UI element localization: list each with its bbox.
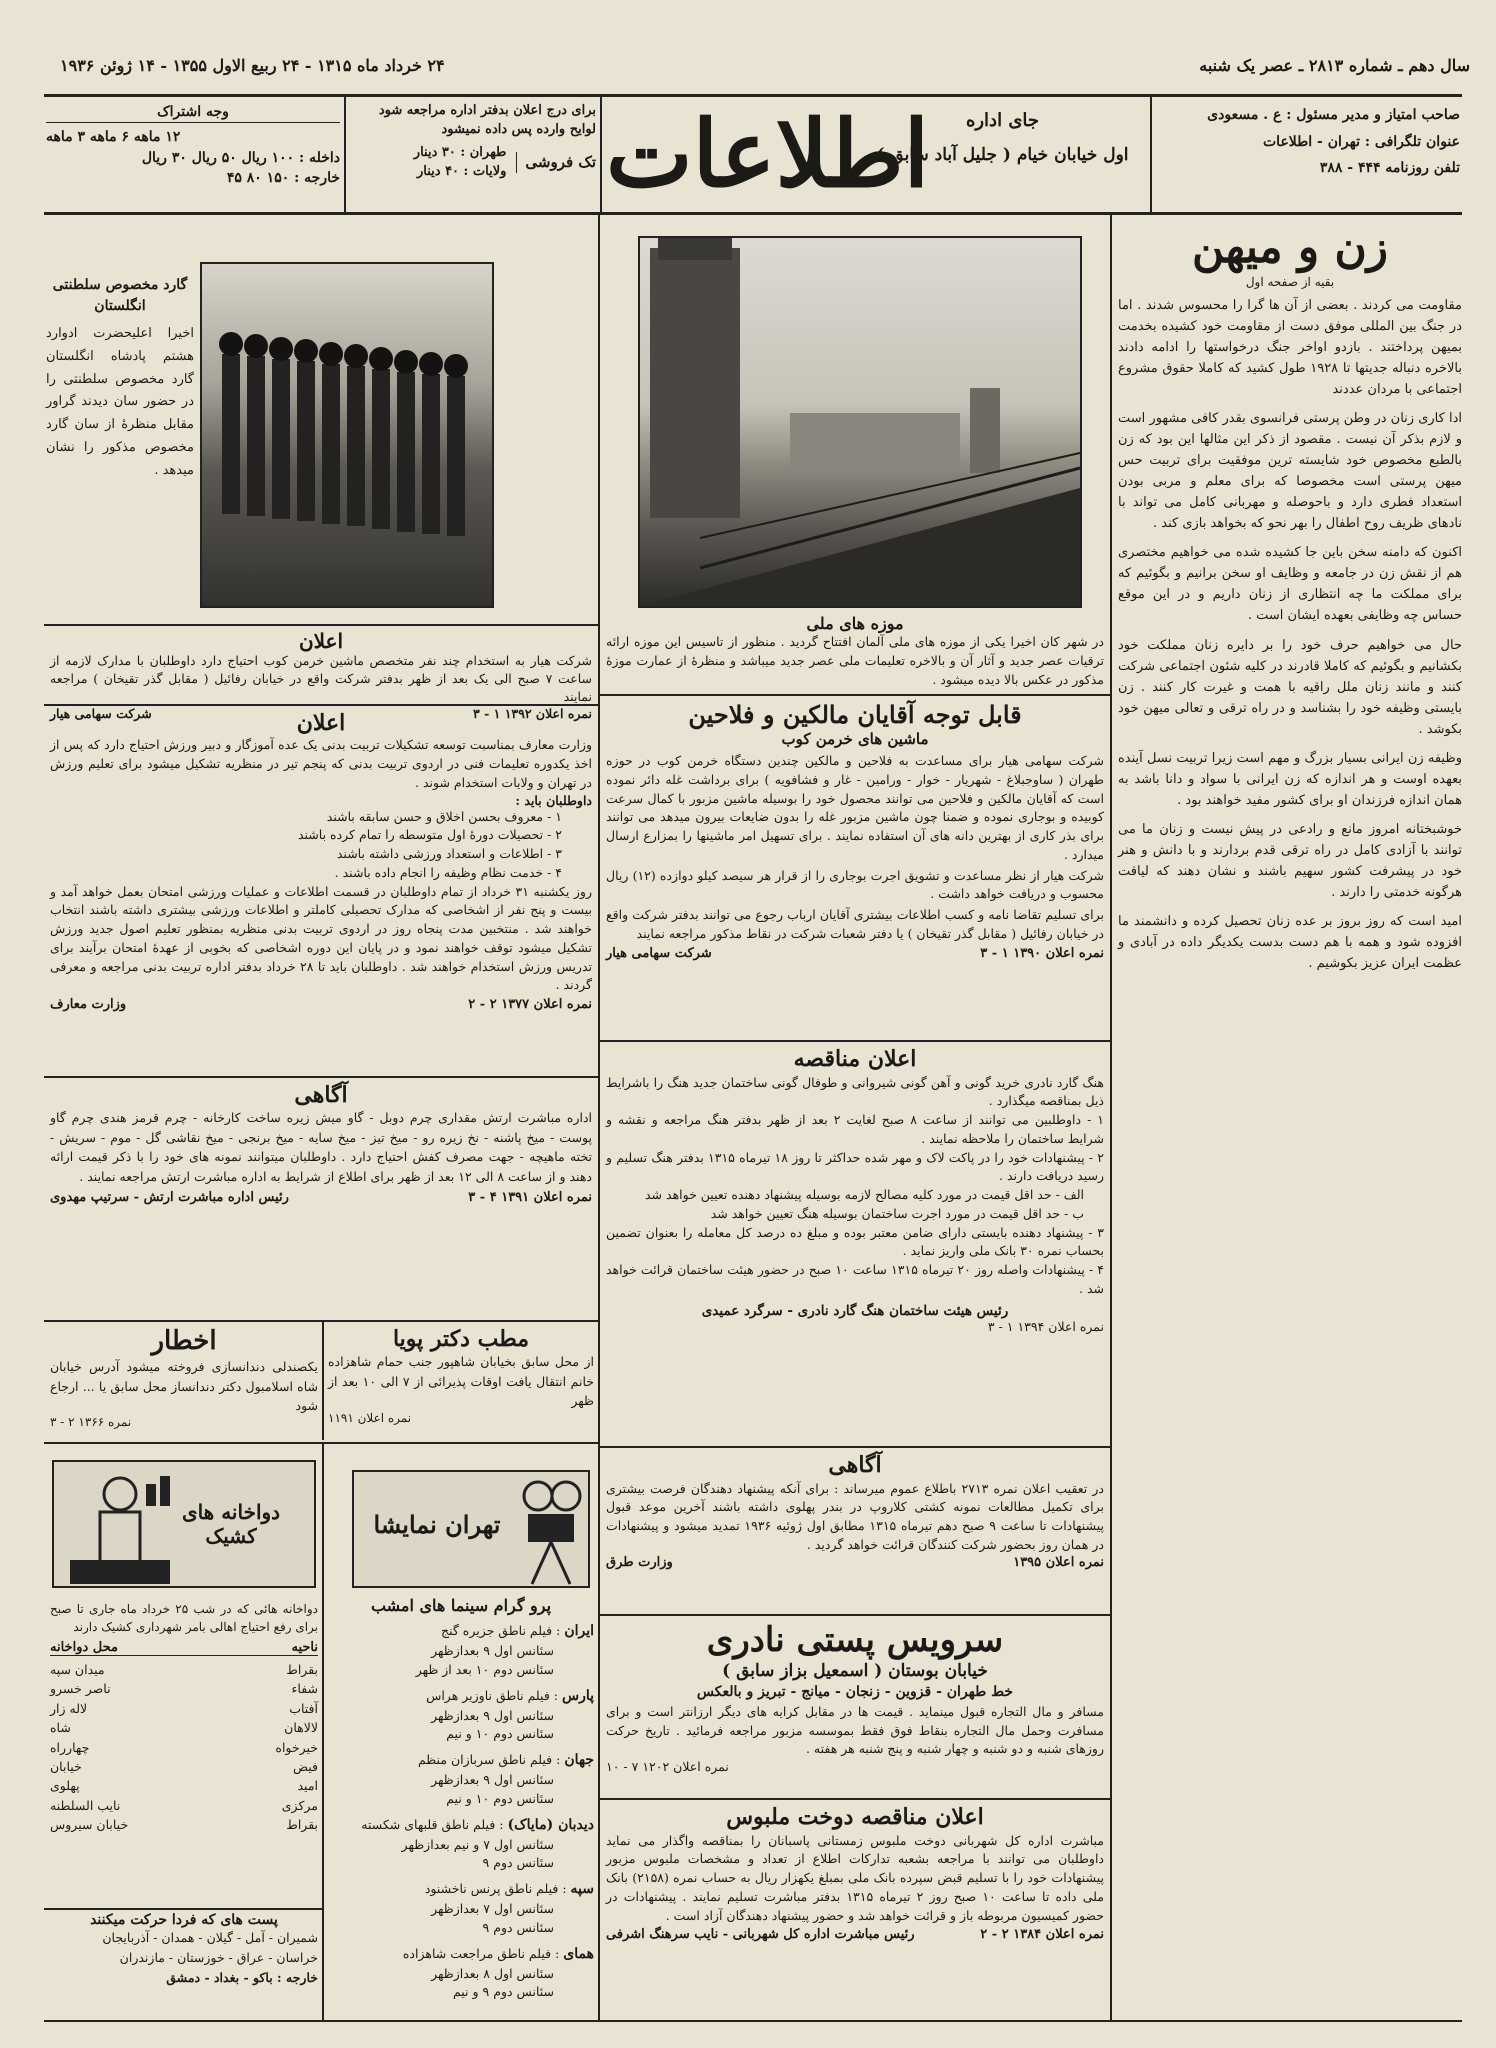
price-box: برای درج اعلان بدفتر اداره مراجعه شود لوایح وارده پس داده نمیشود تک فروشی طهران : ۳۰ دینار ولایات : ۴۰ دینار: [350, 102, 596, 208]
rule-left-split: [322, 1322, 324, 1440]
ad-title: اعلان مناقصه: [793, 1046, 917, 1072]
cinema-banner-text: تهران نمایشا: [373, 1510, 501, 1539]
masthead-divider-1: [344, 97, 346, 212]
ad-number: نمره اعلان ۱۳۹۴ ۱ - ۳: [987, 1318, 1104, 1334]
cinema-name: سپه: [570, 1881, 594, 1897]
ad-text: از محل سابق بخیابان شاهپور جنب حمام شاهزاده خانم انتقال یافت اوقات پذیرائی از ۷ الی ۱۰ بعد از ظهر: [328, 1354, 594, 1409]
list-item: ۳ - پیشنهاد دهنده بایستی دارای ضامن معتبر بوده و مبلغ ده درصد کل معامله را بعنوان تضمین بحساب نمره ۳۰ بانک ملی واریز نماید .: [606, 1224, 1104, 1259]
rule-left-4: [44, 1320, 598, 1322]
cinema-item: [328, 1879, 594, 1938]
ad-doctor: [328, 1326, 594, 1438]
cinema-show: سئانس اول ۷ بعدازظهر: [431, 1901, 554, 1916]
pharmacy-area: خیابان: [50, 1758, 82, 1774]
ad-army-notice: [50, 1082, 592, 1314]
pharmacy-name: لالاهان: [284, 1720, 318, 1736]
guard-photo: [200, 262, 494, 608]
list-item: ۱ - معروف بحسن اخلاق و حسن سابقه باشند: [326, 808, 562, 824]
guard-text: اخیرا اعلیحضرت ادوارد هشتم پادشاه انگلستان گارد مخصوص سلطنتی را در حضور سان دیدند گراور مقابل منظرۀ از سان گارد مخصوص مذکور را نشان میدهد .: [46, 326, 194, 478]
pharmacy-row: [50, 1757, 318, 1776]
post-schedule: [50, 1912, 318, 2016]
museum-caption-title: موزه های ملی: [806, 614, 904, 633]
ad-contact: برای تسلیم تقاضا نامه و کسب اطلاعات بیشتری آقایان ارباب رجوع می توانند بدفتر شرکت واقع در خیابان رفائیل ( مقابل گذر تقیخان ) یا دفتر شعبات شرکت در نقاط مذکور مراجعه نمایند: [606, 907, 1104, 941]
ad-subtitle: ماشین های خرمن کوب: [781, 730, 929, 748]
pharmacy-header: [50, 1640, 318, 1656]
price-prov: ۴۰ دینار: [416, 163, 460, 179]
ad-title: اعلان: [296, 710, 346, 736]
rule-left-1: [44, 624, 598, 626]
date-line: [60, 56, 620, 82]
pharmacy-intro: دواخانه هائی که در شب ۲۵ خرداد ماه جاری تا صبح برای رفع احتیاج اهالی بامر شهرداری کشیک دارند: [50, 1602, 318, 1634]
ad-farmers: [606, 700, 1104, 1034]
women-paragraph: خوشبختانه امروز مانع و رادعی در پیش نیست و زنان ما می توانند با آزادی کامل در راه ترقی قدم بردارند و با دانش و هنر خود در پیشرفت کشور سهیم باشند و نشان دهند که لیاقت هرگونه خدمتی را دارند .: [1118, 821, 1462, 901]
rule-left-5: [44, 1442, 598, 1444]
rule-bottom-split: [322, 1444, 324, 2020]
issue-line: [1000, 56, 1470, 82]
cinema-item: [328, 1686, 594, 1745]
rule-left-2: [44, 704, 598, 706]
ad-footer: [606, 1555, 1104, 1570]
ad-conditions-label: داوطلبان باید :: [515, 792, 592, 808]
cinema-film: فیلم ناطق ناوزیر هراس: [426, 1687, 550, 1703]
ad-line: خط طهران - قزوین - زنجان - میانج - تبریز و بالعکس: [696, 1683, 1014, 1700]
column-rule-middle: [598, 215, 600, 2020]
list-item: الف - حد اقل قیمت در مورد کلیه مصالح لازمه بوسیله پیشنهاد دهنده تعیین خواهد شد: [645, 1187, 1084, 1202]
pharmacy-name: بقراط: [286, 1662, 318, 1677]
pharmacy-row: [50, 1738, 318, 1757]
post-title: پست های که فردا حرکت میکنند: [90, 1912, 278, 1928]
guard-caption: [46, 275, 194, 595]
ad-text: شرکت هیار به استخدام چند نفر متخصص ماشین خرمن کوب احتیاج دارد داوطلبان با مدارک لازمه از ساعت ۷ صبح الی یک بعد از ظهر بدفتر شرکت واقع در خیابان رفائیل ( مقابل گذر تقیخان ) مراجعه نمایند: [50, 653, 592, 705]
ad-signature: رئیس اداره مباشرت ارتش - سرتیپ مهدوی: [50, 1189, 289, 1205]
list-item: ۱ - داوطلبین می توانند از ساعت ۸ صبح لغایت ۲ بعد از ظهر بدفتر هنگ مراجعه و نقشه و شرایط ساختمان را ملاحظه نمایند .: [606, 1112, 1105, 1146]
cinema-film: فیلم ناطق جزیره گنج: [441, 1623, 553, 1638]
cinema-item-head: [328, 1621, 594, 1642]
pharmacy-row: [50, 1776, 318, 1795]
ad-intro: وزارت معارف بمناسبت توسعه تشکیلات تربیت بدنی یک عده آموزگار و دبیر ورزش احتیاج دارد که پس از اخذ یکدوره تعلیمات فنی در اردوی تربیت بدنی که پنجم تیر در منظریه تشکیل میشود برای تعلیم ورزش در تهران و ولایات استخدام شوند .: [50, 737, 592, 790]
masthead-owner-box: [1156, 102, 1460, 208]
ad-intro: هنگ گارد نادری خرید گونی و آهن گونی شیروانی و طوفال گونی ساختمان جدید هنگ را باشرایط ذیل بمناقصه میگذارد .: [606, 1074, 1104, 1109]
list-item: ۴ - پیشنهادات واصله روز ۲۰ تیرماه ۱۳۱۵ ساعت ۱۰ صبح در حضور هیئت ساختمان قرائت خواهد شد .: [606, 1262, 1105, 1296]
cinema-program: [328, 1596, 594, 2016]
ad-title: قابل توجه آقایان مالکین و فلاحین: [688, 700, 1022, 729]
rule-mid-3: [600, 1446, 1110, 1448]
office-box: [860, 110, 1145, 206]
women-title: زن و میهن: [1191, 222, 1389, 273]
pharmacy-area: شاه: [50, 1720, 71, 1736]
guard-illustration: [202, 264, 492, 606]
pharmacy-area: نایب السلطنه: [50, 1797, 121, 1813]
cinema-item-head: [328, 1815, 594, 1836]
telegraph-line: عنوان تلگرافی : تهران - اطلاعات: [1263, 133, 1460, 150]
ad-title: اعلان: [298, 629, 344, 653]
newspaper-title: اطلاعات: [606, 100, 930, 208]
pharmacy-row: [50, 1796, 318, 1815]
price-tehran-label: طهران: [469, 144, 507, 160]
ad-text: یکصندلی دندانسازی فروخته میشود آدرس خیابان شاه اسلامبول دکتر دندانساز محل سابق یا ... ارجاع شود: [50, 1359, 318, 1413]
ad-signature: شرکت سهامی هیار: [50, 706, 152, 722]
ad-roads-notice: [606, 1452, 1104, 1610]
ad-title: اخطار: [151, 1326, 217, 1356]
women-paragraph: اکنون که دامنه سخن باین جا کشیده شده می خواهیم مختصری هم از نقش زن در جامعه و وظایف او سخن برانیم و بگوئیم که برای مملکت ما چه انتظاری از زنان داریم و در این موقع حساس چه وظایفی بعهده ایشان است .: [1118, 545, 1462, 624]
pharmacy-row: [50, 1718, 318, 1737]
women-paragraph: وظیفه زن ایرانی بسیار بزرگ و مهم است زیرا تربیت نسل آینده بعهده اوست و هر اندازه که زن ایرانی با سواد و دانا باشد به همان اندازه فرزندان او برای کشور مفید خواهند بود .: [1118, 750, 1462, 808]
ad-postal-service: [606, 1620, 1104, 1794]
women-paragraph: حال می خواهیم حرف خود را بر دایره زنان مملکت خود بکشانیم و بگوئیم که کاملا قادرند در کلیه شئون اجتماعی شرکت کنند و مانند زنان ملل راقیه با همت و غیرت کار کنند . زن بایستی وظیفه خود را بشناسد و در راه ترقی و تعالی میهن خود بکوشد .: [1118, 637, 1462, 737]
pharmacy-name: فیض: [292, 1758, 318, 1774]
cinema-show: سئانس دوم ۱۰ و نیم: [446, 1790, 554, 1806]
list-item: ۲ - پیشنهادات خود را در پاکت لاک و مهر شده حداکثر تا روز ۱۸ تیرماه ۱۳۱۵ بدفتر هنگ تسلیم و رسید دریافت دارند .: [606, 1149, 1104, 1184]
pharmacy-header-name: ناحیه: [291, 1640, 318, 1655]
pharmacy-area: خیابان سیروس: [50, 1817, 129, 1832]
pharmacy-row: [50, 1660, 318, 1679]
rule-mid-1: [600, 694, 1110, 696]
cinema-film: فیلم ناطق قلبهای شکسته: [361, 1816, 496, 1832]
cinema-separator: :: [495, 1816, 508, 1832]
ad-items: [606, 1111, 1104, 1299]
ads-note-2: لوایح وارده پس داده نمیشود: [441, 121, 596, 137]
price-prov-label: ولایات: [472, 163, 507, 179]
ad-body: روز یکشنبه ۳۱ خرداد از تمام داوطلبان در قسمت اطلاعات و عملیات ورزشی امتحان بعمل خواهد آمد و بیست و پنج نفر از اشخاصی که مدارک تحصیلی کاملتر و اطلاعات ورزشی بیشتری داشته باشند انتخاب خواهند شد . منتخبین مدت پنجاه روز در اردوی تربیت بدنی منظریه بمنظور تعلیم اصول جدید ورزش تشکیل میشود توقف خواهند نمود و در پایان این دوره اشخاصی که بخوبی از عهدۀ امتحان برآیند برای تدریس ورزش استخدام خواهند شد . داوطلبان باید تا ۲۸ خرداد بدفتر اداره تربیت بدنی مراجعه و معرفی گردند .: [50, 883, 592, 993]
pharmacy-banner-text: دواخانه های کشیک: [181, 1500, 281, 1548]
phone-line: تلفن روزنامه ۴۴۴ - ۳۸۸: [1319, 160, 1460, 177]
ad-footer: [50, 1190, 592, 1205]
subs-inside: ۱۰۰ ریال ۵۰ ریال ۳۰ ریال: [141, 149, 295, 166]
cinema-separator: :: [552, 1752, 565, 1767]
ad-title: اعلان مناقصه دوخت ملبوس: [726, 1804, 984, 1830]
ad-text: در تعقیب اعلان نمره ۲۷۱۳ باطلاع عموم میرساند : برای آنکه پیشنهاد دهندگان فرصت بیشتری برای تکمیل مطالعات نمونه کشتی کلاروپ در بندر پهلوی داشته باشند آخرین موعد قبول پیشنهادات تا ساعت ۹ صبح دهم تیرماه ۱۳۱۵ مطابق اول ژوئیه ۱۹۳۶ تمدید میشود و پیشنهادات در همان روز بحضور شرکت کنندگان قرائت خواهد گردید .: [606, 1480, 1104, 1552]
cinema-title: پرو گرام سینما های امشب: [370, 1596, 552, 1615]
pharmacy-row: [50, 1679, 318, 1698]
owner-line: صاحب امتیاز و مدیر مسئول : ع . مسعودی: [1207, 107, 1460, 123]
cinema-separator: :: [558, 1881, 571, 1896]
rule-left-3: [44, 1076, 598, 1078]
column-rule-right: [1110, 215, 1112, 2020]
cinema-show: سئانس دوم ۹ و نیم: [452, 1984, 554, 2000]
ad-signature: وزارت معارف: [50, 997, 127, 1013]
single-copy-label: تک فروشی: [516, 152, 596, 174]
ad-number: نمره اعلان ۱۳۷۷ ۲ - ۲: [468, 997, 592, 1013]
ad-note: شرکت هیار از نظر مساعدت و تشویق اجرت بوجاری را از قرار هر سیصد کیلو دوازده (۱۲) ریال محسوب و دریافت خواهد داشت .: [606, 867, 1104, 902]
women-paragraph: امید است که روز بروز بر عده زنان تحصیل کرده و دانشمند ما افزوده شود و همه با هم دست بدست یکدیگر داده در آبادی و عظمت ایران عزیز بکوشیم .: [1118, 914, 1462, 972]
list-item: ۲ - تحصیلات دورۀ اول متوسطه را تمام کرده باشند: [297, 827, 562, 843]
cinema-film: فیلم ناطق پرنس ناخشنود: [424, 1881, 559, 1896]
pharmacy-area: ناصر خسرو: [50, 1681, 111, 1697]
masthead-rule-bottom: [44, 212, 1462, 215]
cinema-show: سئانس اول ۷ و نیم بعدازظهر: [401, 1836, 554, 1852]
ad-number: نمره اعلان ۱۲۰۲ ۷ - ۱۰: [606, 1759, 729, 1775]
pharmacy-header-area: محل دواخانه: [50, 1640, 118, 1655]
ad-warning: [50, 1326, 318, 1438]
cinema-show: سئانس دوم ۹: [482, 1855, 554, 1871]
cinema-item: [328, 1944, 594, 2003]
museum-caption-text: در شهر کان اخیرا یکی از موزه های ملی آلمان افتتاح گردید . منظور از تاسیس این موزه ارائه ترقیات عصر جدید و آثار آن و بالاخره تعلیمات ملی عصر جدید میباشد و منظرۀ از عمارت موزۀ مذکور در عکس بالا دیده میشود .: [606, 634, 1104, 687]
masthead-divider-3: [1150, 97, 1152, 212]
ad-tender-regiment: [606, 1046, 1104, 1442]
pharmacy-list: [50, 1600, 318, 1900]
office-title: جای اداره: [965, 110, 1040, 131]
ad-signature: شرکت سهامی هیار: [606, 945, 712, 961]
office-address: اول خیابان خیام ( جلیل آباد سابق ): [876, 145, 1129, 165]
rule-mid-5: [600, 1798, 1110, 1800]
cinema-item: [328, 1621, 594, 1680]
ad-text: اداره مباشرت ارتش مقداری چرم دوبل - گاو میش زیره ساخت کارخانه - چرم قرمز هندی چرم گاو پوست - میخ پاشنه - نخ زیره رو - میخ تیز - میخ سایه - میخ برنجی - میخ نقاشی گل - موم - سریش - تخته ماهیچه - جهت مصرف کفش احتیاج دارد . داوطلبان میتوانند نمونه های خود را با ذکر قیمت ارائه دهند و از ساعت ۸ الی ۱۲ بعد از ظهر برای اطلاع از شرایط به اداره مباشرت ارتش مراجعه نمایند .: [50, 1110, 592, 1184]
ad-signature: رئیس مباشرت اداره کل شهربانی - نایب سرهنگ اشرفی: [606, 1927, 915, 1943]
women-subtitle: بقیه از صفحه اول: [1245, 274, 1335, 289]
subs-outside: ۱۵۰ ۸۰ ۴۵: [226, 169, 290, 186]
ad-text: مسافر و مال التجاره قبول مینماید . قیمت ها در مقابل کرایه های دیگر ارزانتر است و برای مسافرت وحمل مال التجاره بنقاط فوق فقط بموسسه مزبور مراجعه فرمائید . تاریخ حرکت روزهای شنبه و دو شنبه و چهار شنبه و پنج شنبه هر هفته .: [606, 1703, 1104, 1757]
ad-number: نمره اعلان ۱۳۹۲ ۱ - ۳: [473, 706, 592, 722]
cinema-item-head: [328, 1879, 594, 1900]
museum-caption: [606, 614, 1104, 690]
women-article: [1118, 222, 1462, 2017]
cinema-separator: :: [552, 1623, 565, 1638]
cinema-show: سئانس دوم ۱۰ بعد از ظهر: [415, 1661, 554, 1677]
cinema-show: سئانس دوم ۹: [482, 1919, 554, 1935]
ad-subtitle: خیابان بوستان ( اسمعیل بزاز سابق ): [722, 1660, 988, 1681]
ad-number: نمره اعلان ۱۳۹۵: [1013, 1554, 1104, 1570]
cinema-item: [328, 1815, 594, 1874]
cinema-show: سئانس اول ۹ بعدازظهر: [431, 1643, 554, 1658]
rule-left-6: [44, 1908, 322, 1910]
issue-date: ۲۴ خرداد ماه ۱۳۱۵ - ۲۴ ربیع الاول ۱۳۵۵ - ۱۴ ژوئن ۱۹۳۶: [60, 56, 445, 75]
ad-text: شرکت سهامی هیار برای مساعدت به فلاحین و مالکین چندین دستگاه خرمن کوب در حوزه طهران ( ساوجبلاغ - شهریار - خوار - ورامین - غار و فشافویه ) برای برداشت غله دائر نموده است که آقایان مالکین و فلاحین می توانند محصول خود را بوسیله ماشین مزبور با کمال سرعت کوبیده و بوجاری نموده و ضمنا چون ماشین مزبور غله را بدون ضایعات بیرون میدهد می توانند برای بذر کاری از بهترین دانه های آن استفاده نمایند . برای تسهیل امر ماشینها را بمزارع ارسال میدارد .: [606, 753, 1104, 862]
list-item: ۳ - اطلاعات و استعداد ورزشی داشته باشند: [336, 846, 562, 862]
ad-title: آگاهی: [828, 1452, 882, 1478]
ad-number: نمره اعلان ۱۱۹۱: [328, 1410, 412, 1425]
guard-title: گارد مخصوص سلطنتی انگلستان: [52, 277, 188, 314]
ad-conditions-list: [50, 808, 592, 883]
pharmacy-name: خیرخواه: [275, 1739, 318, 1755]
rule-mid-2: [600, 1040, 1110, 1042]
ad-uniform-tender: [606, 1804, 1104, 2018]
ad-machine-operators: [50, 629, 592, 722]
ads-note-1: برای درج اعلان بدفتر اداره مراجعه شود: [378, 103, 596, 118]
pharmacy-name: بقراط: [286, 1817, 318, 1832]
cinema-item-head: [328, 1750, 594, 1771]
cinema-film: فیلم ناطق مراجعت شاهزاده: [402, 1945, 552, 1961]
cinema-item-head: [328, 1944, 594, 1965]
pharmacy-area: لاله زار: [50, 1700, 88, 1716]
ad-footer: [606, 1927, 1104, 1942]
museum-illustration: [640, 238, 1080, 606]
masthead-divider-2: [600, 97, 602, 212]
cinema-name: دیدبان (مایاک): [507, 1816, 594, 1833]
women-paragraph: مقاومت می کردند . بعضی از آن ها گرا را محسوس شدند . اما در جنگ بین المللی موفق دست از مقاومت خود کشیده بخدمت بمیهن پرداختند . بازدو اواخر جنگ درخواستها را ادامه دادند بالاخره دنباله جدیتها تا ۱۹۲۸ طول کشید که کاملا حقوق مشروع اجتماعی با مردان عددند: [1118, 297, 1462, 397]
pharmacy-name: شفاء: [291, 1681, 318, 1697]
post-line: خارجه : باکو - بغداد - دمشق: [166, 1970, 318, 1985]
cinema-film: فیلم ناطق سربازان منظم: [417, 1752, 553, 1767]
ad-footer: [606, 946, 1104, 961]
issue-number: سال دهم ـ شماره ۲۸۱۳ ـ عصر یک شنبه: [1199, 56, 1470, 75]
cinema-name: پارس: [561, 1687, 594, 1704]
ad-number: نمره اعلان ۱۳۸۴ ۲ - ۲: [980, 1927, 1104, 1943]
cinema-show: سئانس اول ۹ بعدازظهر: [431, 1772, 554, 1787]
cinema-banner: [352, 1470, 590, 1588]
cinema-name: همای: [563, 1945, 594, 1962]
price-tehran: ۳۰ دینار: [413, 144, 456, 160]
projector-icon: [518, 1476, 588, 1586]
subs-inside-label: داخله: [309, 149, 340, 166]
ad-number: نمره اعلان ۱۳۹۰ ۱ - ۳: [980, 945, 1104, 961]
women-body: [1118, 295, 1462, 974]
ad-number: نمره ۱۳۶۶ ۲ - ۳: [50, 1415, 132, 1430]
ad-education-ministry: [50, 710, 592, 1070]
cinema-name: جهان: [564, 1752, 594, 1768]
ad-signature: رئیس هیئت ساختمان هنگ گارد نادری - سرگرد عمیدی: [701, 1302, 1009, 1319]
cinema-name: ایران: [564, 1623, 594, 1639]
ad-title: سرویس پستی نادری: [706, 1620, 1004, 1660]
subs-header: ۱۲ ماهه ۶ ماهه ۳ ماهه: [46, 129, 181, 146]
pharmacy-area: پهلوی: [50, 1778, 80, 1794]
cinema-show: سئانس دوم ۱۰ و نیم: [446, 1726, 554, 1742]
pharmacy-row: [50, 1699, 318, 1718]
pharmacy-area: چهارراه: [50, 1739, 90, 1755]
subs-outside-label: خارجه: [304, 169, 340, 186]
pharmacy-name: امید: [297, 1778, 318, 1794]
ad-title: آگاهی: [294, 1082, 348, 1108]
ad-number: نمره اعلان ۱۳۹۱ ۴ - ۳: [468, 1189, 592, 1205]
post-line: خراسان - عراق - خوزستان - مازندران: [119, 1950, 318, 1965]
cinema-show: سئانس اول ۹ بعدازظهر: [431, 1707, 554, 1723]
museum-photo: [638, 236, 1082, 608]
post-line: شمیران - آمل - گیلان - همدان - آذربایجان: [102, 1930, 318, 1945]
cinema-show: سئانس اول ۸ بعدازظهر: [431, 1965, 554, 1981]
ad-footer: [50, 997, 592, 1012]
ad-text: مباشرت اداره کل شهربانی دوخت ملبوس زمستانی پاسبانان را بمناقصه واگذار می نماید داوطلبان می توانند با مراجعه بشعبه تدارکات اطلاع از تعداد و مشخصات ملبوس مزبور پیشنهادات خود را با تسلیم قبض سپرده بانک ملی بمبلغ یکهزار ریال به حساب نمره (۲۱۵۸) بانک ملی داده تا ساعت ۱۰ صبح روز ۲ تیرماه ۱۳۱۵ بدفتر مباشرت تسلیم نمایند . پیشنهادات در حضور کمیسیون مربوطه باز و قرائت خواهد شد و حضور پیشنهاد دهندگان آزاد است .: [606, 1832, 1104, 1923]
ad-title: مطب دکتر پویا: [392, 1326, 530, 1352]
cinema-item-head: [328, 1686, 594, 1707]
rule-mid-4: [600, 1614, 1110, 1616]
list-item: ۴ - خدمت نظام وظیفه را انجام داده باشند .: [334, 864, 562, 880]
women-paragraph: ادا کاری زنان در وطن پرستی فرانسوی بقدر کافی مشهور است و لازم بذکر آن نیست . مقصود از ذکر این مثالها این بود که زن بالطبع مخصوص خود شایسته ترین موفقیت برای تربیت حس میهن پرستی است مخصوصا که برای معلم و مربی بودن استعداد فطری دارد و باحوصله و مهربانی کامل می تواند با نادهای ظریف روح اطفال را بهر نحو که بخواهد بازی کند .: [1118, 411, 1462, 532]
pharmacy-name: آفتاب: [289, 1700, 318, 1716]
page-rule-bottom: [44, 2020, 1462, 2022]
pharmacy-row: [50, 1815, 318, 1834]
cinema-item: [328, 1750, 594, 1809]
subscription-box: وجه اشتراک ۱۲ ماهه ۶ ماهه ۳ ماهه داخله : ۱۰۰ ریال ۵۰ ریال ۳۰ ریال خارجه : ۱۵۰ ۸۰ ۴۵: [46, 104, 340, 186]
ad-signature: وزارت طرق: [606, 1554, 673, 1570]
list-item: ب - حد اقل قیمت در مورد اجرت ساختمان بوسیله هنگ تعیین خواهد شد: [710, 1205, 1084, 1221]
pharmacy-area: میدان سپه: [50, 1662, 105, 1677]
subs-title: وجه اشتراک: [46, 102, 340, 123]
pharmacy-name: مرکزی: [281, 1797, 318, 1813]
cinema-separator: :: [549, 1687, 562, 1703]
cinema-separator: :: [551, 1945, 564, 1961]
pharmacy-banner: [52, 1460, 316, 1588]
